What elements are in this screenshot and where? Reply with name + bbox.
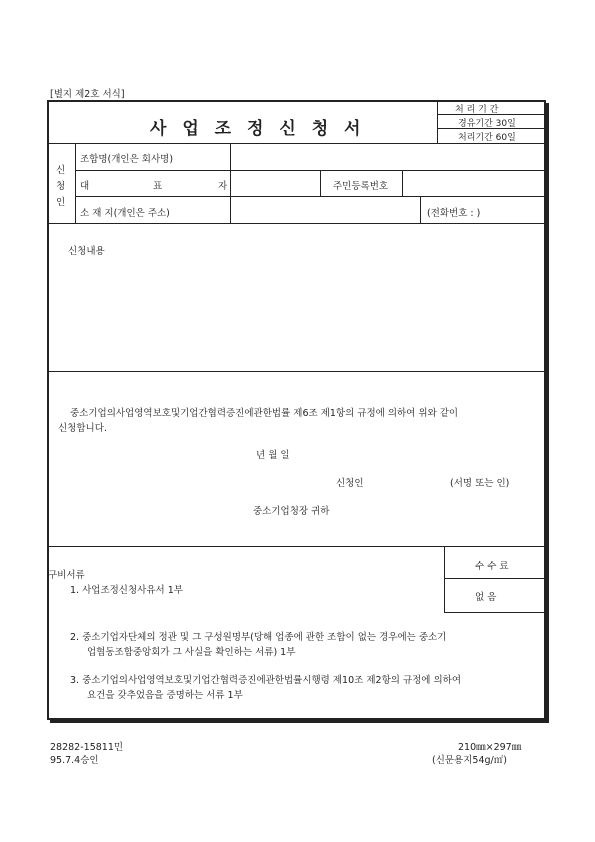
divider (437, 114, 546, 115)
divider (75, 196, 546, 197)
processing-period: 처리기간 60일 (458, 133, 516, 143)
applicant-sign-label: 신청인 (336, 478, 364, 489)
review-period: 경유기간 30일 (458, 119, 516, 129)
org-name-label: 조합명(개인은 회사명) (80, 154, 174, 165)
divider (402, 170, 403, 196)
divider (47, 143, 546, 144)
paper-type: (신문용지54g/㎡) (432, 755, 507, 766)
representative-label-1: 대 (80, 181, 90, 192)
divider (47, 223, 546, 224)
divider (437, 100, 438, 143)
date-line: 년 월 일 (256, 450, 290, 461)
applicant-label-3: 인 (56, 197, 66, 208)
divider (444, 612, 546, 613)
divider (420, 196, 421, 223)
divider (444, 546, 445, 612)
application-content-label: 신청내용 (68, 246, 105, 257)
document-item-2-line-2: 업협동조합중앙회가 그 사실을 확인하는 서류) 1부 (87, 647, 296, 658)
representative-label-3: 자 (218, 181, 228, 192)
recipient-label: 중소기업청장 귀하 (253, 506, 330, 517)
divider (230, 143, 231, 223)
phone-label: (전화번호 : ) (427, 208, 481, 219)
document-item-3-line-1: 3. 중소기업의사업영역보호및기업간협력증진에관한법률시행령 제10조 제2항의 규정에 의하여 (70, 675, 462, 686)
address-label: 소 재 지(개인은 주소) (80, 208, 170, 219)
fee-label: 수 수 료 (475, 561, 509, 572)
divider (320, 170, 321, 196)
applicant-label-2: 청 (56, 181, 66, 192)
statement-line-2: 신청합니다. (58, 423, 107, 434)
paper-size: 210㎜×297㎜ (458, 742, 522, 753)
form-shadow-bottom (50, 720, 549, 723)
fee-value: 없 음 (475, 592, 497, 603)
form-code: 28282-15811민 (50, 742, 124, 753)
form-title: 사 업 조 정 신 청 서 (150, 119, 366, 139)
statement-line-1: 중소기업의사업영역보호및기업간협력증진에관한법률 제6조 제1항의 규정에 의하여 위와 같이 (70, 408, 459, 419)
documents-heading: 구비서류 (48, 570, 85, 581)
divider (437, 128, 546, 129)
approval-date: 95.7.4승인 (50, 755, 99, 766)
form-shadow-right (546, 103, 549, 723)
divider (444, 578, 546, 579)
resident-number-label: 주민등록번호 (333, 181, 389, 192)
form-number-label: [별지 제2호 서식] (50, 89, 125, 100)
divider (47, 546, 546, 547)
document-item-3-line-2: 요건을 갖추었음을 증명하는 서류 1부 (87, 690, 243, 701)
signature-label: (서명 또는 인) (450, 478, 510, 489)
divider (47, 371, 546, 372)
document-item-1: 1. 사업조정신청사유서 1부 (70, 585, 183, 596)
processing-period-heading: 처 리 기 간 (455, 105, 499, 115)
divider (75, 170, 546, 171)
applicant-label-1: 신 (56, 165, 66, 176)
document-item-2-line-1: 2. 중소기업자단체의 정관 및 그 구성원명부(당해 업종에 관한 조합이 없는 경우에는 중소기 (70, 632, 447, 643)
divider (75, 143, 76, 223)
representative-label-2: 표 (153, 181, 163, 192)
